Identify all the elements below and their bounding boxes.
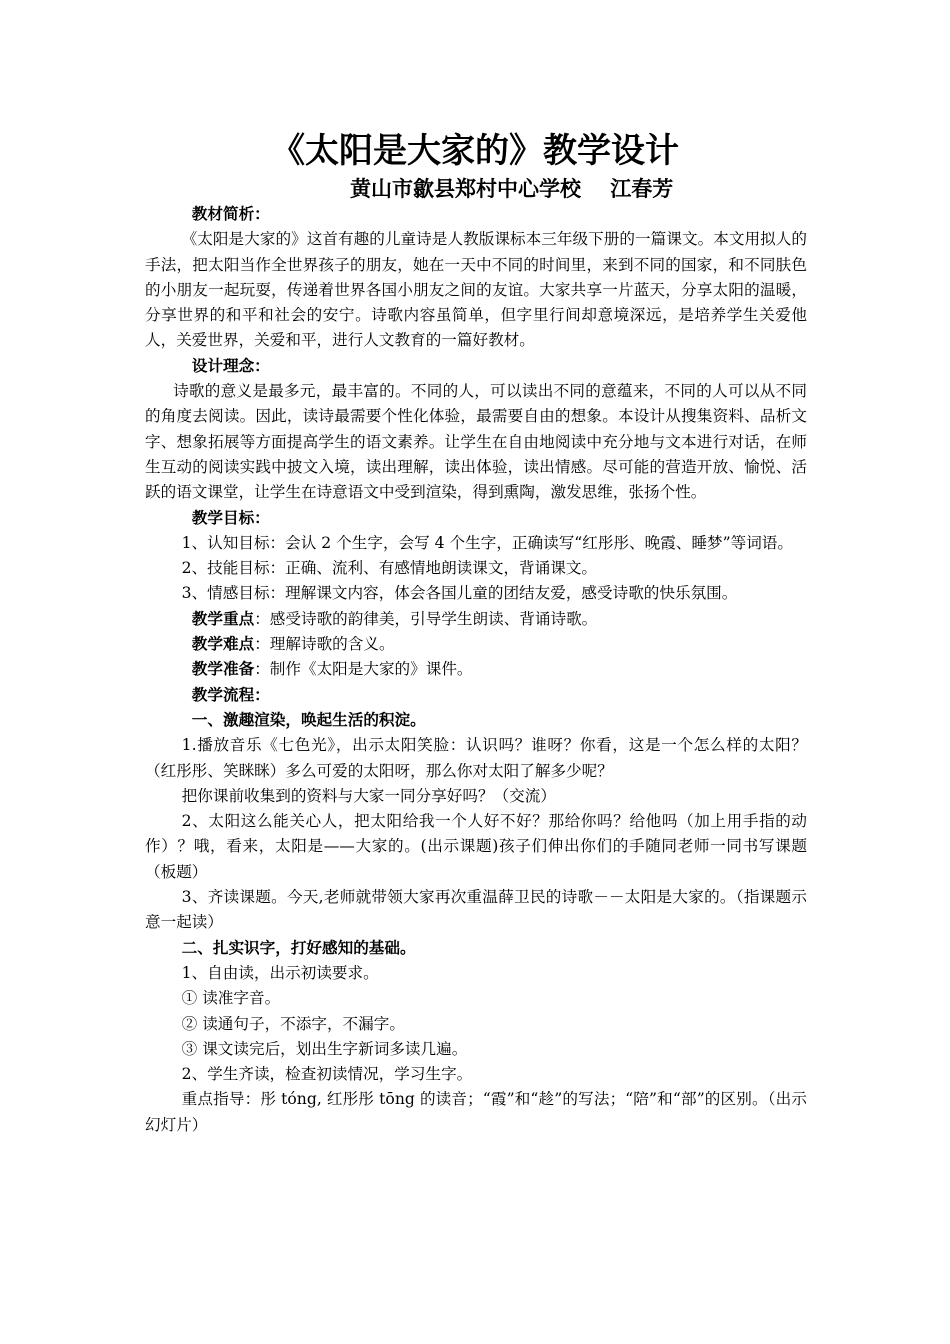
- focus-line: [145, 607, 807, 632]
- goal-item-3: 3、情感目标：理解课文内容，体会各国儿童的团结友爱，感受诗歌的快乐氛围。: [181, 584, 738, 603]
- step2-paragraph-2: 2、学生齐读，检查初读情况，学习生字。: [181, 1065, 473, 1084]
- goal-item-2: 2、技能目标：正确、流利、有感情地朗读课文，背诵课文。: [181, 559, 598, 578]
- material-paragraph: 《太阳是大家的》这首有趣的儿童诗是人教版课标本三年级下册的一篇课文。本文用拟人的手法，把太阳当作全世界孩子的朋友，她在一天中不同的时间里，来到不同的国家，和不同肤色的小朋友一起玩耍，传递着世界各国小朋友之间的友谊。大家共享一片蓝天，分享太阳的温暖，分享世界的和平和社会的安宁。诗歌内容虽简单，但字里行间却意境深远，是培养学生关爱他人，关爱世界，关爱和平，进行人文教育的一篇好教材。: [145, 230, 807, 350]
- author-line: 黄山市歙县郑村中心学校 江春芳: [350, 177, 674, 201]
- step2-list-item-2: ② 读通句子，不添字，不漏字。: [181, 1014, 405, 1033]
- step1-paragraph-1: 1.播放音乐《七色光》，出示太阳笑脸：认识吗？谁呀？你看，这是一个怎么样的太阳？（红彤彤、笑眯眯）多么可爱的太阳呀，那么你对太阳了解多少呢？: [145, 736, 807, 780]
- goal-item-1: 1、认知目标：会认 2 个生字，会写 4 个生字，正确读写“红彤彤、晚霞、睡梦”等词语。: [181, 533, 793, 552]
- process-heading: 教学流程：: [191, 685, 270, 704]
- difficulty-line: [145, 632, 807, 657]
- document-body: [145, 202, 807, 1138]
- focus-text: ：感受诗歌的韵律美，引导学生朗读、背诵诗歌。: [254, 609, 598, 628]
- goals-heading: 教学目标：: [191, 508, 270, 527]
- step1-paragraph-2: 把你课前收集到的资料与大家一同分享好吗？（交流）: [181, 786, 556, 805]
- concept-heading: 设计理念：: [191, 356, 270, 375]
- concept-paragraph: 诗歌的意义是最多元，最丰富的。不同的人，可以读出不同的意蕴来，不同的人可以从不同的角度去阅读。因此，读诗最需要个性化体验，最需要自由的想象。本设计从搜集资料、品析文字、想象拓展等方面提高学生的语文素养。让学生在自由地阅读中充分地与文本进行对话，在师生互动的阅读实践中披文入境，读出理解，读出体验，读出情感。尽可能的营造开放、愉悦、活跃的语文课堂，让学生在诗意语文中受到渲染，得到熏陶，激发思维，张扬个性。: [145, 382, 807, 502]
- step1-paragraph-4: 3、齐读课题。今天,老师就带领大家再次重温薛卫民的诗歌－－太阳是大家的。（指课题示意一起读）: [145, 888, 807, 932]
- prep-line: [145, 657, 807, 682]
- focus-label: 教学重点: [191, 609, 255, 628]
- document-title: 《太阳是大家的》教学设计: [271, 131, 679, 171]
- difficulty-text: ：理解诗歌的含义。: [254, 635, 395, 654]
- step2-list-item-3: ③ 课文读完后，划出生字新词多读几遍。: [181, 1039, 468, 1058]
- step2-list-item-1: ① 读准字音。: [181, 989, 281, 1008]
- step2-paragraph-1: 1、自由读，出示初读要求。: [181, 963, 379, 982]
- material-heading: 教材简析：: [191, 205, 270, 223]
- step1-heading: 一、激趣渲染，唤起生活的积淀。: [191, 710, 426, 729]
- step2-paragraph-3: 重点指导：彤 tóng, 红彤彤 tōng 的读音；“霞”和“趁”的写法；“陪”和“部”的区别。（出示幻灯片）: [145, 1090, 807, 1134]
- step2-heading: 二、扎实识字，打好感知的基础。: [181, 938, 416, 957]
- prep-text: ：制作《太阳是大家的》课件。: [254, 660, 473, 679]
- prep-label: 教学准备: [191, 660, 255, 679]
- difficulty-label: 教学难点: [191, 635, 255, 654]
- step1-paragraph-3: 2、太阳这么能关心人，把太阳给我一个人好不好？那给你吗？给他吗（加上用手指的动作）？哦，看来，太阳是——大家的。(出示课题)孩子们伸出你们的手随同老师一同书写课题（板题）: [145, 812, 807, 881]
